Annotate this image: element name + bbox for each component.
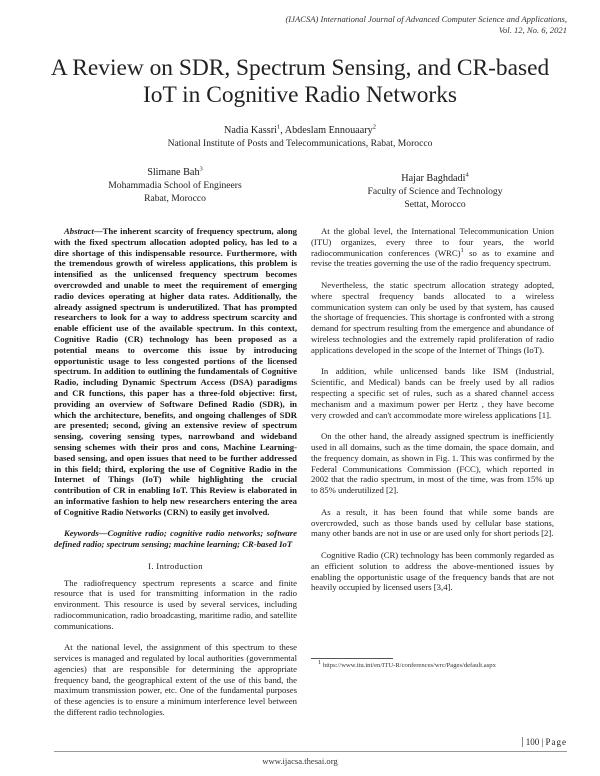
abstract-text: —The inherent scarcity of frequency spectrum, along with the fixed spectrum allocation adopted policy, has led to a dire shortage of this indispensable resource. Furthermore, with the tremendous growth of wireless applications, this problem is intensified as the unlicensed frequency spectrum becomes overcrowded and unable to meet the requirement of emerging radio devices operating at higher data rates. Additionally, the already assigned spectrum is underutilized. That has prompted researchers to look for a way to address spectrum scarcity and enable efficient use of the available spectrum. In this context, Cognitive Radio (CR) technology has been proposed as a potential means to overcome this issue by introducing opportunistic usage to less congested portions of the licensed spectrum. In addition to outlining the fundamentals of Cognitive Radio, including Dynamic Spectrum Access (DSA) paradigms and CR functions, this paper has a three-fold objective: first, providing an overview of Software Defined Radio (SDR), in which the architecture, benefits, and ongoing challenges of SDR are presented; second, giving an extensive review of spectrum sensing, covering sensing types, narrowband and wideband sensing schemes with their pros and cons, Machine Learning-based sensing, and open issues that need to be further addressed in this field; third, exploring the use of Cognitive Radio in the Internet of Things (IoT) while highlighting the crucial contribution of CR in enabling IoT. This Review is elaborated in an informative fashion to help new researchers entering the area of Cognitive Radio Networks (CRN) to easily get involved.: [54, 226, 297, 517]
body-paragraph-6: Cognitive Radio (CR) technology has been commonly regarded as an efficient solution to address the above-mentioned issues by enabling the opportunistic usage of the frequency bands that are not heavily occupied by licensed users [3,4].: [311, 549, 554, 593]
page-number: 100 | Page: [522, 737, 567, 747]
author-block-left: [65, 166, 285, 205]
author-name-left: Slimane Bah$^3$: [147, 165, 203, 178]
body-paragraph-2: Nevertheless, the static spectrum allocation strategy adopted, where spectral frequency bands allocated to a wireless communication system can only be used by that system, has caused the shortage of frequencies. This shortage is confronted with a strong demand for spectrum resulting from the emergence and abundance of wireless technologies and the extremely rapid proliferation of radio applications developed in the scope of the Internet of Things (IoT).: [311, 279, 554, 355]
paper-title: [30, 55, 570, 109]
body-paragraph-4: On the other hand, the already assigned spectrum is inefficiently used in all domains, such as the time domain, the space domain, and the frequency domain, as shown in Fig. 1. This was confirmed by the Federal Communications Commission (FCC), which reported in 2002 that the radio spectrum, in most of the time, was from 15% up to 85% underutilized [2].: [311, 431, 554, 496]
title-line-2: IoT in Cognitive Radio Networks: [142, 82, 457, 108]
right-column: [311, 226, 554, 604]
footnote-divider: [311, 658, 393, 659]
body-paragraph-5: As a result, it has been found that while some bands are overcrowded, such as those bands used by cellular base stations, many other bands are not in use or are used only for short periods [2].: [311, 506, 554, 539]
footer-url[interactable]: www.ijacsa.thesai.org: [262, 756, 338, 766]
footnote-url[interactable]: https://www.itu.int/en/ITU-R/conferences/wrc/Pages/default.aspx: [321, 662, 496, 669]
abstract-lead: Abstract: [64, 226, 94, 236]
abstract: [54, 226, 297, 518]
author-affiliation-left-1: Mohammadia School of Engineers: [108, 180, 242, 191]
journal-line-1: (IJACSA) International Journal of Advanced Computer Science and Applications,: [285, 14, 567, 24]
author-affiliation-top: National Institute of Posts and Telecommunications, Rabat, Morocco: [167, 138, 433, 149]
intro-paragraph-1: The radiofrequency spectrum represents a scarce and finite resource that is used for transmitting information in the radio environment. This resource is used by several services, including radiocommunication, radio broadcasting, maritime radio, and satellite communications.: [54, 577, 297, 631]
keywords: [54, 528, 297, 550]
journal-line-2: Vol. 12, No. 6, 2021: [498, 25, 567, 35]
author-names-top: Nadia Kassri$^1$, Abdeslam Ennouaary$^2$: [224, 123, 376, 136]
keywords-lead: Keywords—: [64, 528, 108, 539]
keywords-text: Cognitive radio; cognitive radio networks; software defined radio; spectrum sensing; machine learning; CR-based IoT: [54, 528, 297, 550]
footer-divider: [54, 751, 567, 752]
author-affiliation-right-2: Settat, Morocco: [404, 199, 466, 210]
intro-paragraph-2: At the national level, the assignment of this spectrum to these services is managed and regulated by local authorities (governmental agencies) that are responsible for determining the appropriate frequency band, the geographical extent of the use of this band, the maximum transmission power, etc. One of the fundamental purposes of these agencies is to ensure a minimum interference level between the different radio technologies.: [54, 642, 297, 718]
footnote-marker: 1: [460, 246, 464, 254]
author-affiliation-right-1: Faculty of Science and Technology: [367, 186, 503, 197]
body-paragraph-wrc: At the global level, the International Telecommunication Union (ITU) organizes, every three to four years, the world radiocommunication conferences (WRC)$^1$ so as to examine and revise the treaties governing the use of the radio frequency spectrum.: [311, 226, 554, 269]
title-line-1: A Review on SDR, Spectrum Sensing, and CR-based: [50, 55, 550, 81]
author-affiliation-left-2: Rabat, Morocco: [144, 193, 206, 204]
author-name-right: Hajar Baghdadi$^4$: [401, 171, 469, 184]
author-block-top: [100, 124, 500, 150]
author-block-right: [325, 172, 545, 211]
footnote: $^1$ https://www.itu.int/en/ITU-R/conferences/wrc/Pages/default.aspx: [318, 658, 496, 669]
running-head: [285, 14, 567, 36]
section-heading-introduction: I. Introduction: [148, 560, 203, 571]
left-column: [54, 226, 297, 729]
body-paragraph-3: In addition, while unlicensed bands like ISM (Industrial, Scientific, and Medical) bands can be freely used by all radios respecting a specific set of rules, such as a shared channel access mechanism and a maximum power per Hertz , they have become very crowded and can't accommodate more wireless applications [1].: [311, 366, 554, 420]
